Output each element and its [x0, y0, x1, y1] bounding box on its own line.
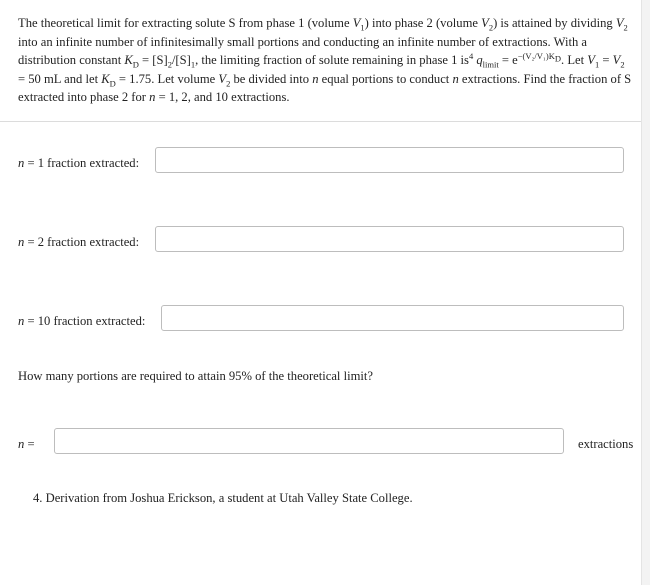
scrollbar-track[interactable]	[642, 0, 650, 585]
footnote: 4. Derivation from Joshua Erickson, a student at Utah Valley State College.	[33, 491, 413, 505]
n2-fraction-input[interactable]	[155, 226, 624, 252]
portions-label: n =	[18, 437, 35, 451]
footnote-ref: 4	[468, 50, 474, 61]
n10-fraction-input[interactable]	[161, 305, 624, 331]
section-divider	[0, 121, 641, 122]
n2-label: n = 2 fraction extracted:	[18, 235, 140, 249]
portions-question: How many portions are required to attain 95% of the theoretical limit?	[18, 369, 373, 383]
problem-statement: The theoretical limit for extracting solute S from phase 1 (volume $V_1$) into phase 2 (volume $V_2$) is attained by dividing $V_2$ into an infinite number of infinitesimally small portions and conducting an infinite number of extractions. With a distribution constant $K_D = [S]_2/[S]_1$, the limiting fraction of solute remaining in phase 1 $is^4$ $q_{limit} = e^{-(V_2/V_1)K_D}$. Let $V_1 = V_2 = 50$ mL and let $K_D = 1.75$. Let volume $V_2$ be divided into n equal portions to conduct n extractions. Find the fraction of S extracted into phase 2 for n = 1, 2, and 10 extractions.	[18, 16, 632, 104]
n1-label: n = 1 fraction extracted:	[18, 156, 140, 170]
portions-input[interactable]	[54, 428, 564, 454]
units-label: extractions	[578, 437, 634, 451]
n1-fraction-input[interactable]	[155, 147, 624, 173]
n10-label: n = 10 fraction extracted:	[18, 314, 146, 328]
